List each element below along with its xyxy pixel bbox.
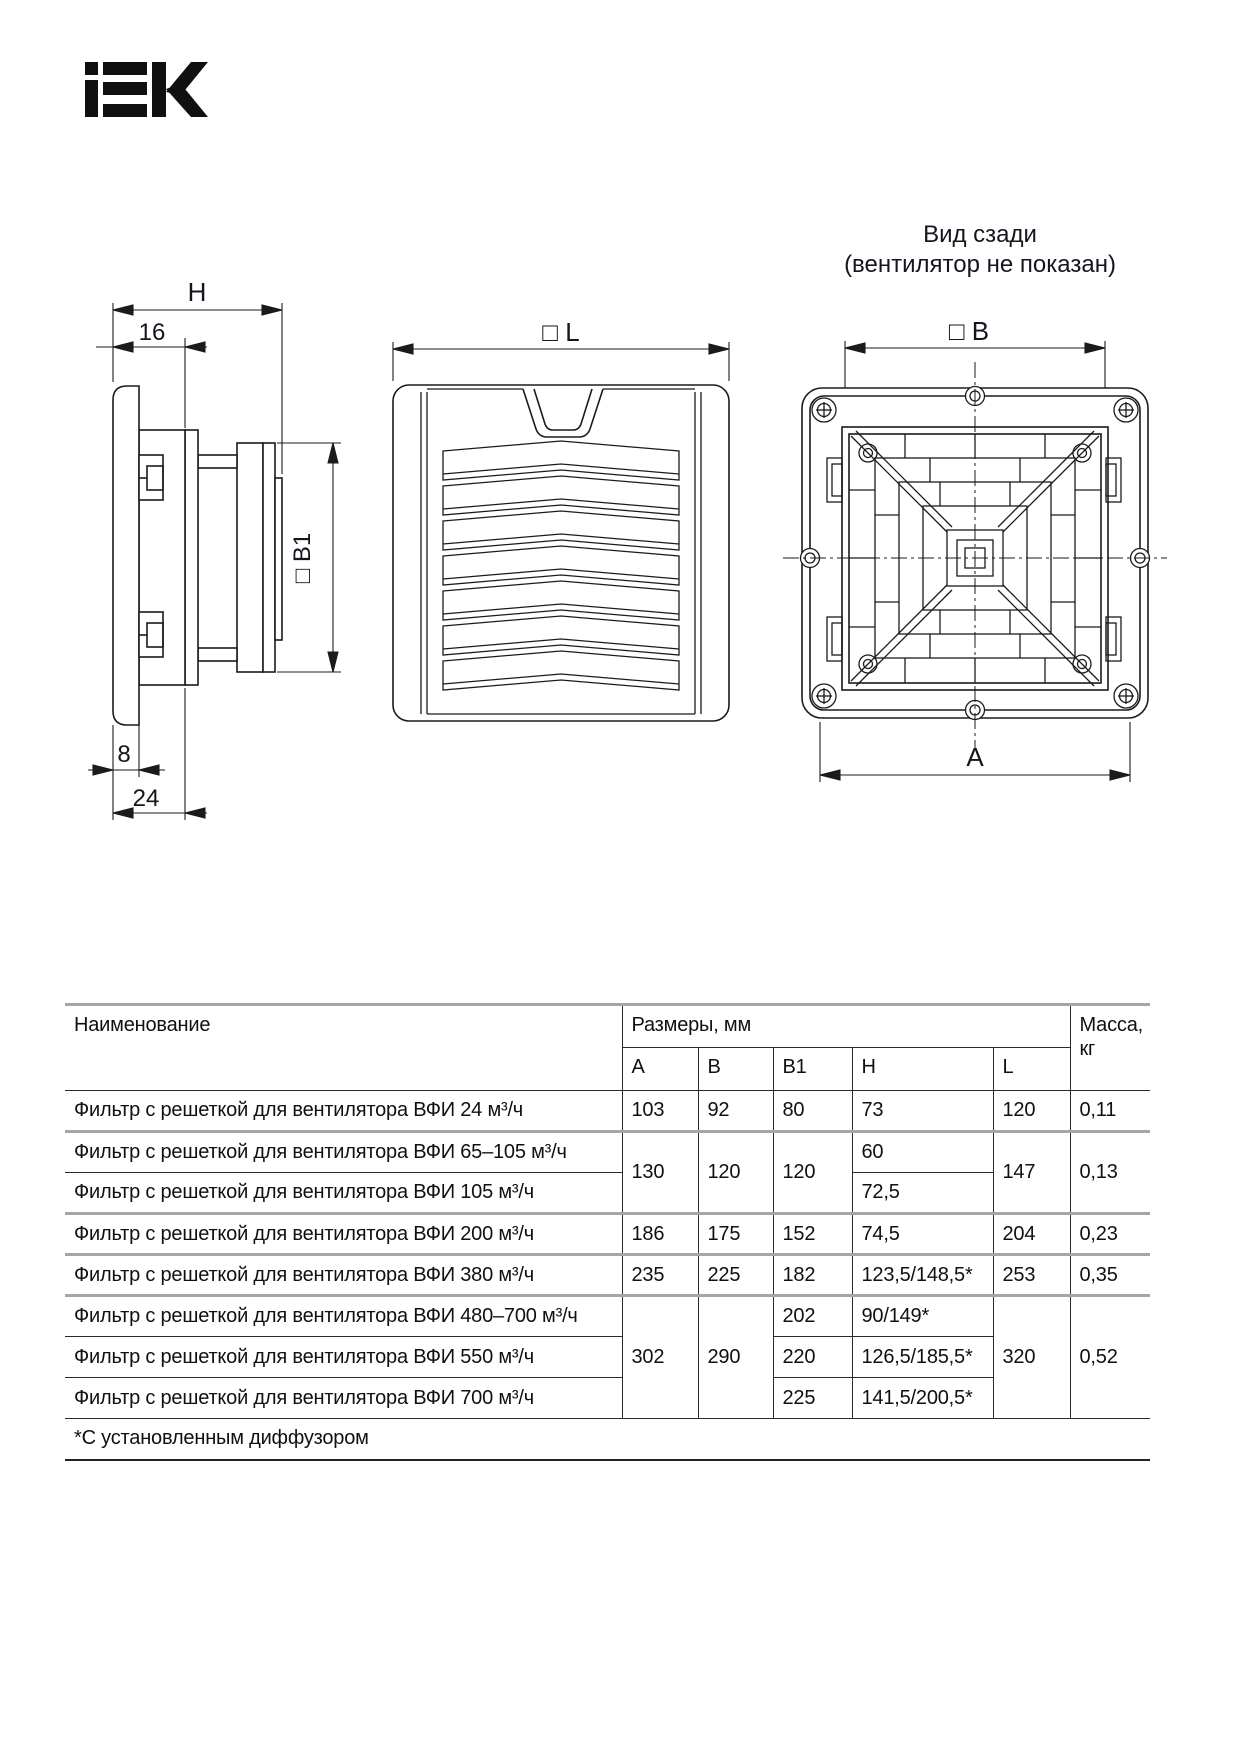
- table-row: [65, 1091, 1150, 1132]
- cell-b: 225: [698, 1255, 773, 1296]
- cell-m: 0,35: [1070, 1255, 1150, 1296]
- cell-name: Фильтр с решеткой для вентилятора ВФИ 65–105 м³/ч: [65, 1132, 622, 1173]
- cell-m: 0,11: [1070, 1091, 1150, 1132]
- cell-h: 123,5/148,5*: [852, 1255, 993, 1296]
- cell-l: 253: [993, 1255, 1070, 1296]
- table-footnote: *С установленным диффузором: [65, 1419, 1150, 1460]
- label-8: 8: [117, 741, 131, 768]
- cell-b: 290: [698, 1296, 773, 1419]
- table-footnote-row: [65, 1419, 1150, 1460]
- table-row: [65, 1255, 1150, 1296]
- cell-name: Фильтр с решеткой для вентилятора ВФИ 200 м³/ч: [65, 1214, 622, 1255]
- table-row: [65, 1378, 1150, 1419]
- cell-h: 126,5/185,5*: [852, 1337, 993, 1378]
- cell-a: 302: [622, 1296, 698, 1419]
- rear-view: [783, 341, 1167, 782]
- cell-a: 130: [622, 1132, 698, 1214]
- dimensions-table: [65, 1003, 1150, 1461]
- clip-bottom: [139, 612, 163, 657]
- header-col-h: H: [852, 1048, 993, 1091]
- cell-l: 120: [993, 1091, 1070, 1132]
- cell-h: 90/149*: [852, 1296, 993, 1337]
- dim-l: [393, 342, 729, 381]
- header-col-b: B: [698, 1048, 773, 1091]
- table-row: [65, 1132, 1150, 1173]
- header-col-b1: B1: [773, 1048, 852, 1091]
- cell-b1: 80: [773, 1091, 852, 1132]
- cell-h: 141,5/200,5*: [852, 1378, 993, 1419]
- header-col-a: A: [622, 1048, 698, 1091]
- cell-h: 60: [852, 1132, 993, 1173]
- cell-a: 235: [622, 1255, 698, 1296]
- cell-name: Фильтр с решеткой для вентилятора ВФИ 480–700 м³/ч: [65, 1296, 622, 1337]
- cell-m: 0,23: [1070, 1214, 1150, 1255]
- cell-b1: 152: [773, 1214, 852, 1255]
- cell-name: Фильтр с решеткой для вентилятора ВФИ 700 м³/ч: [65, 1378, 622, 1419]
- table-row: [65, 1214, 1150, 1255]
- cell-l: 204: [993, 1214, 1070, 1255]
- cell-l: 320: [993, 1296, 1070, 1419]
- cell-h: 72,5: [852, 1173, 993, 1214]
- cell-m: 0,13: [1070, 1132, 1150, 1214]
- cell-b: 92: [698, 1091, 773, 1132]
- cell-l: 147: [993, 1132, 1070, 1214]
- clip-top: [139, 455, 163, 500]
- cell-a: 186: [622, 1214, 698, 1255]
- cell-b1: 225: [773, 1378, 852, 1419]
- cell-name: Фильтр с решеткой для вентилятора ВФИ 24 м³/ч: [65, 1091, 622, 1132]
- rear-view-title-line2: (вентилятор не показан): [844, 251, 1116, 278]
- cell-b1: 220: [773, 1337, 852, 1378]
- label-b1: □ B1: [289, 532, 316, 584]
- table-row: [65, 1173, 1150, 1214]
- label-16: 16: [138, 319, 166, 346]
- header-col-l: L: [993, 1048, 1070, 1091]
- cell-name: Фильтр с решеткой для вентилятора ВФИ 105 м³/ч: [65, 1173, 622, 1214]
- front-view: [393, 342, 729, 721]
- cell-m: 0,52: [1070, 1296, 1150, 1419]
- header-mass: Масса, кг: [1070, 1005, 1150, 1091]
- rear-view-title: [780, 220, 1180, 280]
- rear-view-title-line1: Вид сзади: [923, 221, 1037, 248]
- cell-b: 175: [698, 1214, 773, 1255]
- label-l: □ L: [542, 317, 580, 347]
- table-row: [65, 1296, 1150, 1337]
- cell-h: 73: [852, 1091, 993, 1132]
- header-name: Наименование: [65, 1005, 622, 1091]
- header-dims: Размеры, мм: [622, 1005, 1070, 1048]
- cell-b: 120: [698, 1132, 773, 1214]
- cell-name: Фильтр с решеткой для вентилятора ВФИ 380 м³/ч: [65, 1255, 622, 1296]
- cell-name: Фильтр с решеткой для вентилятора ВФИ 550 м³/ч: [65, 1337, 622, 1378]
- cell-h: 74,5: [852, 1214, 993, 1255]
- iek-logo: [85, 62, 208, 117]
- label-h: H: [187, 277, 207, 307]
- label-a: A: [966, 742, 984, 772]
- cell-b1: 120: [773, 1132, 852, 1214]
- label-b: □ B: [948, 316, 990, 346]
- table-row: [65, 1337, 1150, 1378]
- cell-b1: 182: [773, 1255, 852, 1296]
- label-24: 24: [132, 785, 160, 812]
- cell-a: 103: [622, 1091, 698, 1132]
- cell-b1: 202: [773, 1296, 852, 1337]
